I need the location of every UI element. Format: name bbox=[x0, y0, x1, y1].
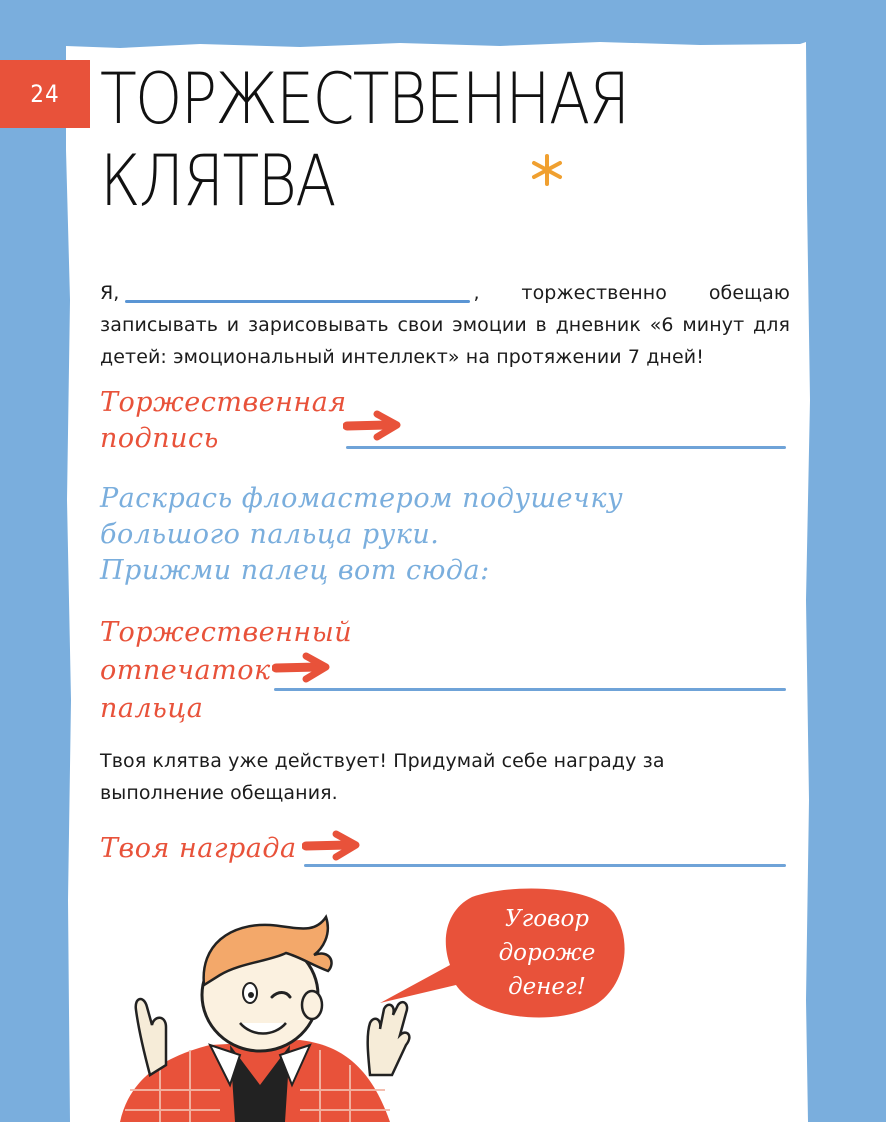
star-icon bbox=[529, 152, 565, 188]
arrow-right-icon bbox=[302, 828, 362, 864]
bubble-line-1: Уговор bbox=[504, 906, 590, 932]
title-line-2: КЛЯТВА bbox=[100, 140, 335, 222]
signature-label bbox=[100, 385, 347, 457]
signature-line[interactable] bbox=[346, 446, 786, 449]
signature-label-line-2: подпись bbox=[100, 423, 219, 454]
bubble-text bbox=[472, 902, 622, 1004]
instructions-line-3: Прижми палец вот сюда: bbox=[100, 555, 490, 586]
bubble-line-2: дороже bbox=[498, 940, 596, 966]
signature-label-line-1: Торжественная bbox=[100, 387, 347, 418]
fingerprint-label-line-3: пальца bbox=[100, 693, 204, 724]
page-number: 24 bbox=[0, 60, 90, 128]
arrow-right-icon bbox=[272, 650, 332, 686]
instructions-line-2: большого пальца руки. bbox=[100, 519, 440, 550]
bubble-line-3: денег! bbox=[508, 974, 586, 1000]
pledge-start: Я, bbox=[100, 282, 120, 304]
reward-label: Твоя награда bbox=[100, 833, 297, 864]
instructions bbox=[100, 481, 623, 589]
boy-illustration bbox=[100, 905, 440, 1122]
arrow-right-icon bbox=[343, 408, 403, 444]
page-title bbox=[100, 58, 633, 222]
fingerprint-line[interactable] bbox=[274, 688, 786, 691]
reward-line[interactable] bbox=[304, 864, 786, 867]
name-blank-line[interactable] bbox=[125, 300, 470, 303]
pledge-rest: , торжественно обещаю записывать и зарисовывать свои эмоции в дневник «6 минут для детей: эмоциональный интеллект» на протяжении 7 дней! bbox=[100, 282, 790, 368]
title-line-1: ТОРЖЕСТВЕННАЯ bbox=[100, 58, 629, 140]
fingerprint-label-line-2: отпечаток bbox=[100, 655, 271, 686]
pledge-text bbox=[100, 277, 790, 373]
instructions-line-1: Раскрась фломастером подушечку bbox=[100, 483, 624, 514]
reward-text: Твоя клятва уже действует! Придумай себе награду за выполнение обещания. bbox=[100, 750, 665, 804]
fingerprint-label-line-1: Торжественный bbox=[100, 617, 353, 648]
